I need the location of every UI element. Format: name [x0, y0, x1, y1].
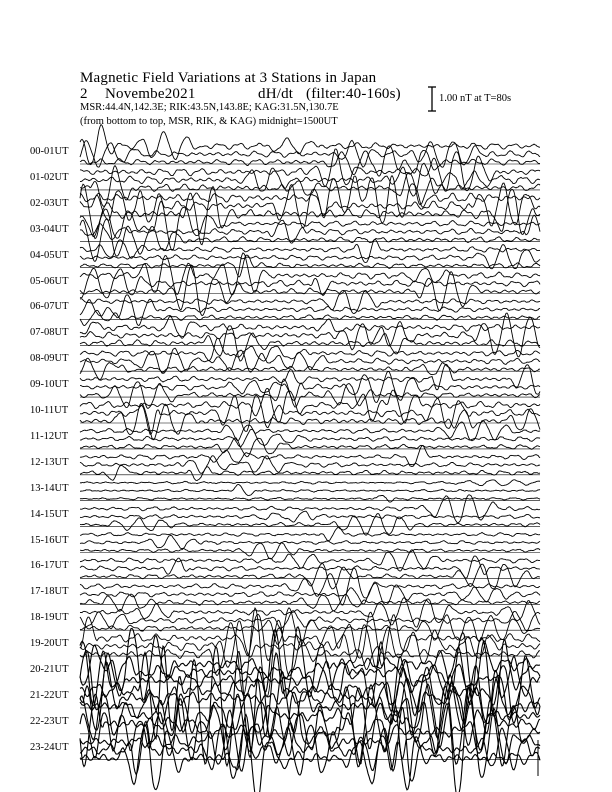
hour-label: 06-07UT: [30, 301, 69, 313]
hour-label: 04-05UT: [30, 249, 69, 261]
scale-bar: [428, 87, 436, 111]
trace-kag: [80, 550, 540, 571]
trace-kag: [80, 149, 540, 191]
trace-kag: [80, 598, 540, 627]
hour-label: 12-13UT: [30, 456, 69, 468]
trace-msr: [80, 166, 540, 207]
trace-msr: [80, 466, 540, 481]
hour-label: 22-23UT: [30, 715, 69, 727]
trace-kag: [80, 364, 540, 394]
trace-msr: [80, 594, 540, 611]
trace-kag: [80, 480, 540, 486]
hour-label: 11-12UT: [30, 430, 69, 442]
hour-label: 19-20UT: [30, 638, 69, 650]
hour-label: 01-02UT: [30, 171, 69, 183]
hour-label: 21-22UT: [30, 689, 69, 701]
hour-label: 09-10UT: [30, 379, 69, 391]
hour-row: [80, 201, 540, 261]
hour-row: [80, 364, 540, 408]
hour-label: 07-08UT: [30, 327, 69, 339]
hour-row: [80, 125, 540, 177]
hour-row: [80, 253, 540, 316]
trace-msr: [80, 266, 540, 316]
trace-msr: [80, 219, 540, 262]
hour-row: [80, 239, 540, 277]
trace-rik: [80, 484, 540, 495]
hour-label: 16-17UT: [30, 560, 69, 572]
trace-rik: [80, 395, 540, 434]
order-note: (from bottom to top, MSR, RIK, & KAG) midnight=1500UT: [80, 116, 338, 127]
hour-label: 10-11UT: [30, 405, 69, 416]
trace-msr: [80, 403, 540, 439]
stations-label: MSR:44.4N,142.3E; RIK:43.5N,143.8E; KAG:31.5N,130.7E: [80, 102, 339, 113]
hour-label: 05-06UT: [30, 275, 69, 287]
trace-msr: [80, 564, 540, 589]
hour-label: 18-19UT: [30, 612, 69, 624]
hour-row: [80, 446, 540, 481]
trace-rik: [80, 372, 540, 403]
trace-kag: [80, 388, 540, 423]
trace-kag: [80, 239, 540, 262]
hour-label: 02-03UT: [30, 197, 69, 209]
hour-label: 15-16UT: [30, 534, 69, 546]
trace-msr: [80, 379, 540, 409]
trace-msr: [80, 255, 540, 277]
quantity-label: dH/dt: [258, 86, 294, 102]
hour-label: 17-18UT: [30, 586, 69, 598]
hour-row: [80, 568, 540, 611]
trace-rik: [80, 535, 540, 548]
trace-rik: [80, 621, 540, 668]
trace-rik: [80, 215, 540, 243]
hour-label: 23-24UT: [30, 741, 69, 753]
trace-msr: [80, 310, 540, 325]
trace-kag: [80, 201, 540, 250]
hour-label: 08-09UT: [30, 353, 69, 365]
trace-kag: [80, 290, 540, 313]
date-month-year: Novembe2021: [105, 86, 196, 102]
trace-msr: [80, 146, 540, 176]
hour-row: [80, 480, 540, 502]
trace-kag: [80, 421, 540, 441]
hour-label: 00-01UT: [30, 146, 69, 157]
date-day: 2: [80, 86, 88, 102]
hour-label: 14-15UT: [30, 508, 69, 520]
hour-label: 20-21UT: [30, 664, 69, 675]
chart-title: Magnetic Field Variations at 3 Stations in Japan: [80, 70, 377, 86]
trace-msr: [80, 326, 540, 361]
hour-row: [80, 290, 540, 325]
hour-label: 03-04UT: [30, 223, 69, 235]
trace-kag: [80, 125, 540, 165]
trace-rik: [80, 511, 540, 522]
hour-row: [80, 527, 540, 559]
trace-rik: [80, 163, 540, 196]
hour-label: 13-14UT: [30, 482, 69, 494]
filter-label: (filter:40-160s): [306, 86, 401, 102]
scale-bar-label: 1.00 nT at T=80s: [439, 93, 512, 104]
